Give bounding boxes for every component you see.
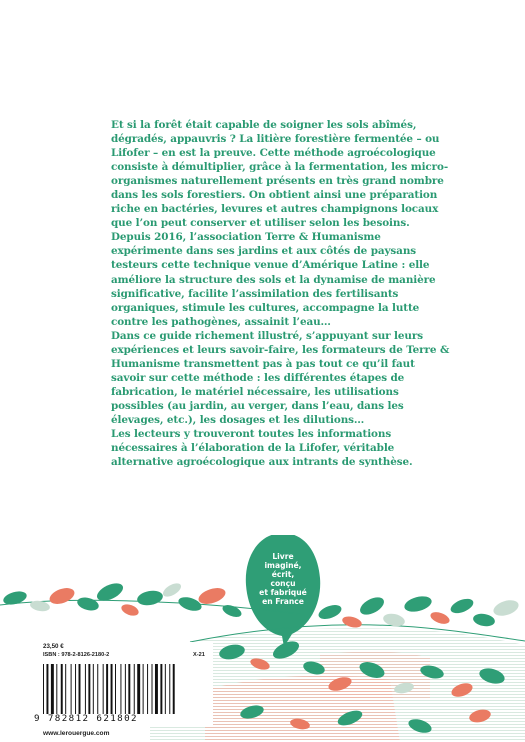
- barcode-bar: [134, 664, 135, 714]
- barcode-bar: [93, 664, 94, 714]
- badge-line: en France: [262, 597, 304, 606]
- barcode-bar: [97, 664, 98, 714]
- barcode-bar: [106, 664, 108, 714]
- barcode-bar: [111, 664, 113, 714]
- barcode-bar: [128, 664, 130, 714]
- badge-line: écrit,: [271, 570, 295, 579]
- barcode-bar: [71, 664, 72, 714]
- blurb-paragraph: Les lecteurs y trouveront toutes les informations nécessaires à l’élaboration de la Lifofer, véritable alternative agroécologique aux intrants de synthèse.: [111, 428, 413, 469]
- barcode-bar: [56, 664, 57, 714]
- barcode-bar: [79, 664, 81, 714]
- barcode-number: 9 782812 621802: [34, 713, 138, 724]
- barcode-bar: [137, 664, 140, 714]
- barcode-bar: [143, 664, 144, 714]
- barcode-bar: [61, 664, 63, 714]
- made-in-france-badge: [248, 552, 318, 606]
- barcode-bar: [169, 664, 170, 714]
- blurb-paragraph: Depuis 2016, l’association Terre & Humanisme expérimente dans ses jardins et aux côtés de paysans testeurs cette technique venue d’Amérique Latine : elle améliore la structure des sols et la dynamise de manière significative, facilite l’assimilation des fertilisants organiques, stimule les cultures, accompagne la lutte contre les pathogènes, assainit l’eau…: [111, 231, 436, 328]
- badge-line: conçu: [270, 579, 296, 588]
- barcode-bar: [103, 664, 104, 714]
- barcode-bar: [155, 664, 158, 714]
- price: 23,50 €: [43, 643, 64, 650]
- barcode-bar: [51, 664, 54, 714]
- barcode-bar: [173, 664, 175, 714]
- back-cover-blurb: [111, 118, 451, 469]
- badge-line: et fabriqué: [259, 588, 307, 597]
- blurb-paragraph: Dans ce guide richement illustré, s’appuyant sur leurs expériences et leurs savoir-faire, les formateurs de Terre & Humanisme transmettent pas à pas tout ce qu’il faut savoir sur cette méthode : les différentes étapes de fabrication, le matériel nécessaire, les utilisations possibles (au jardin, au verger, dans l’eau, dans les élevages, etc.), les dosages et les dilutions…: [111, 329, 450, 426]
- barcode-bar: [65, 664, 66, 714]
- publisher-website: www.lerouergue.com: [43, 730, 110, 737]
- barcode-bar: [88, 664, 90, 714]
- barcode-bar: [125, 664, 126, 714]
- blurb-paragraph: Et si la forêt était capable de soigner les sols abîmés, dégradés, appauvris ? La litière forestière fermentée – ou Lifofer – en est la preuve. Cette méthode agroécologique consiste à démultiplier, grâce à la fermentation, les micro-organismes naturellement présents en très grand nombre dans les sols forestiers. On obtient ainsi une préparation riche en bactéries, levures et autres champignons locaux que l’on peut conserver et utiliser selon les besoins.: [111, 119, 449, 230]
- isbn: ISBN : 978-2-8126-2180-2: [43, 652, 110, 658]
- barcode: [43, 664, 203, 714]
- barcode-bar: [75, 664, 76, 714]
- badge-line: imaginé,: [264, 561, 302, 570]
- barcode-bar: [160, 664, 162, 714]
- badge-line: Livre: [272, 552, 294, 561]
- barcode-bar: [165, 664, 166, 714]
- barcode-bar: [147, 664, 148, 714]
- product-code: X-21: [193, 652, 205, 658]
- barcode-bar: [43, 664, 44, 714]
- barcode-bar: [152, 664, 153, 714]
- barcode-bar: [85, 664, 86, 714]
- barcode-bar: [120, 664, 121, 714]
- barcode-bar: [46, 664, 48, 714]
- barcode-bar: [115, 664, 116, 714]
